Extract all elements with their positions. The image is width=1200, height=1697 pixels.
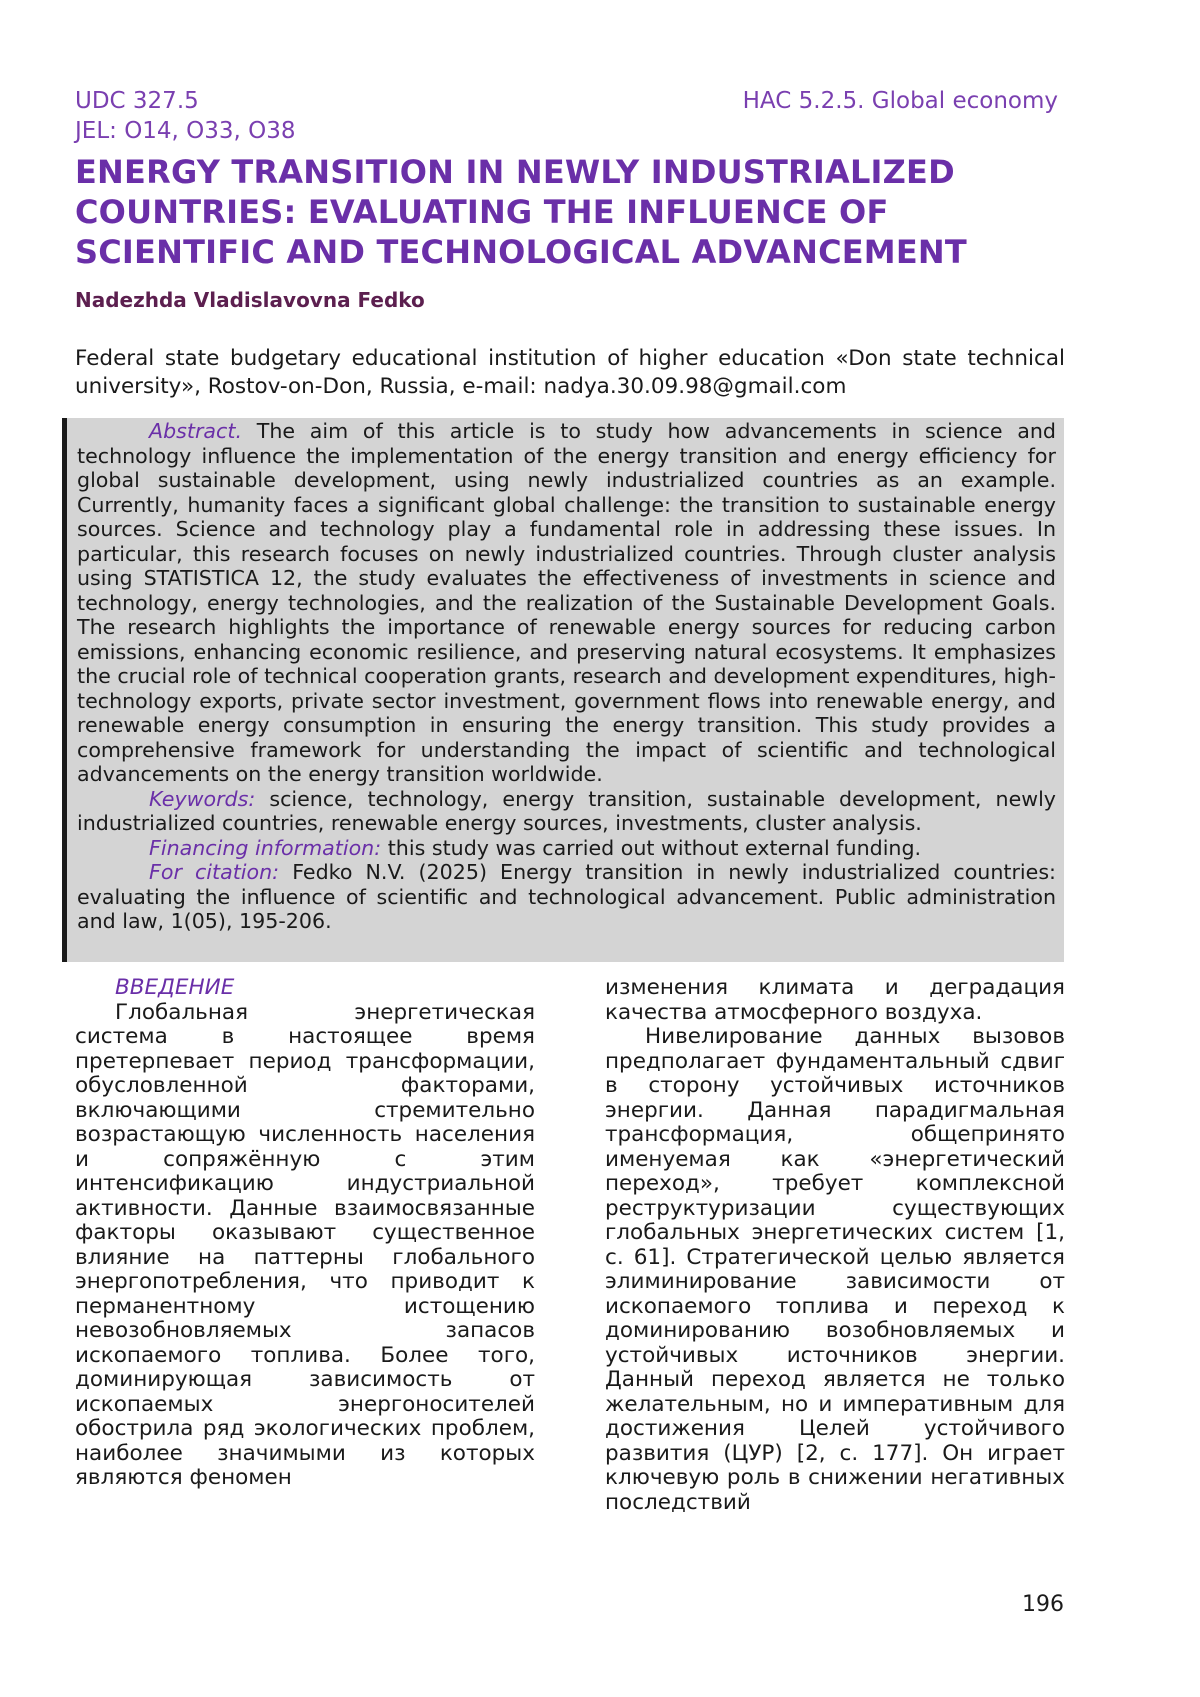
body-paragraph-continuation: изменения климата и деградация качества атмосферного воздуха.	[605, 975, 1065, 1025]
body-paragraph: Нивелирование данных вызовов предполагает фундаментальный сдвиг в сторону устойчивых источников энергии. Данная парадигмальная трансформация, общепринято именуемая как «энергетический переход», требует комплексной реструктуризации существующих глобальных энергетических систем [1, с. 61]. Стратегической целью является элиминирование зависимости от ископаемого топлива и переход к доминированию возобновляемых и устойчивых источников энергии. Данный переход является не только желательным, но и императивным для достижения Целей устойчивого развития (ЦУР) [2, с. 177]. Он играет ключевую роль в снижении негативных последствий	[605, 1024, 1065, 1515]
body-column-right	[605, 976, 1065, 1515]
author-name: Nadezhda Vladislavovna Fedko	[75, 288, 425, 312]
abstract-label: Abstract.	[149, 419, 242, 443]
keywords-paragraph	[77, 787, 1056, 836]
body-paragraph: Глобальная энергетическая система в настоящее время претерпевает период трансформации, обусловленной факторами, включающими стремительно возрастающую численность населения и сопряжённую с этим интенсификацию индустриальной активности. Данные взаимосвязанные факторы оказывают существенное влияние на паттерны глобального энергопотребления, что приводит к перманентному истощению невозобновляемых запасов ископаемого топлива. Более того, доминирующая зависимость от ископаемых энергоносителей обострила ряд экологических проблем, наиболее значимыми из которых являются феномен	[75, 999, 535, 1490]
citation-paragraph	[77, 860, 1056, 934]
keywords-text: science, technology, energy transition, sustainable development, newly industrialized countries, renewable energy sources, investments, cluster analysis.	[77, 786, 1056, 835]
page-number: 196	[1022, 1592, 1064, 1617]
keywords-label: Keywords:	[149, 786, 256, 811]
financing-label: Financing information:	[149, 835, 382, 860]
udc-code: UDC 327.5	[75, 88, 199, 114]
body-column-left	[75, 976, 535, 1515]
jel-codes: JEL: O14, O33, O38	[75, 118, 296, 144]
citation-label: For citation:	[149, 860, 280, 884]
classification-codes	[75, 86, 296, 146]
citation-text: Fedko N.V. (2025) Energy transition in newly industrialized countries: evaluating the influence of scientific and technological advancement. Public administration and law, 1(05), 195-206.	[77, 860, 1056, 933]
article-title: ENERGY TRANSITION IN NEWLY INDUSTRIALIZED COUNTRIES: EVALUATING THE INFLUENCE OF SCIENTIFIC AND TECHNOLOGICAL ADVANCEMENT	[75, 153, 967, 271]
section-heading: ВВЕДЕНИЕ	[115, 975, 235, 1000]
abstract-text: The aim of this article is to study how advancements in science and technology influence the implementation of the energy transition and energy efficiency for global sustainable development, using newly industrialized countries as an example. Currently, humanity faces a significant global challenge: the transition to sustainable energy sources. Science and technology play a fundamental role in addressing these issues. In particular, this research focuses on newly industrialized countries. Through cluster analysis using STATISTICA 12, the study evaluates the effectiveness of investments in science and technology, energy technologies, and the realization of the Sustainable Development Goals. The research highlights the importance of renewable energy sources for reducing carbon emissions, enhancing economic resilience, and preserving natural ecosystems. It emphasizes the crucial role of technical cooperation grants, research and development expenditures, high-technology exports, private sector investment, government flows into renewable energy, and renewable energy consumption in ensuring the energy transition. This study provides a comprehensive framework for understanding the impact of scientific and technological advancements on the energy transition worldwide.	[77, 419, 1057, 786]
affiliation: Federal state budgetary educational institution of higher education «Don state technical university», Rostov-on-Don, Russia, e-mail: nadya.30.09.98@gmail.com	[75, 346, 1065, 399]
abstract-paragraph	[77, 419, 1056, 787]
financing-text: this study was carried out without external funding.	[387, 835, 922, 860]
financing-paragraph	[77, 836, 1056, 861]
abstract-block	[62, 418, 1064, 962]
hac-code: HAC 5.2.5. Global economy	[742, 88, 1058, 114]
body-columns	[75, 976, 1065, 1515]
